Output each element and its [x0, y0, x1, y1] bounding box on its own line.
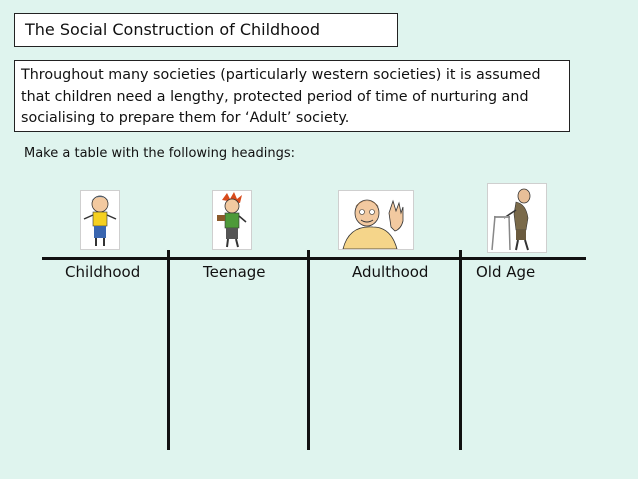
slide-title: The Social Construction of Childhood: [14, 13, 398, 47]
column-divider-3: [459, 250, 462, 450]
heading-childhood: Childhood: [65, 263, 141, 281]
table-header-line: [42, 257, 586, 260]
heading-teenage: Teenage: [203, 263, 266, 281]
child-image: [80, 190, 120, 250]
elderly-image: [487, 183, 547, 253]
column-divider-2: [307, 250, 310, 450]
heading-adulthood: Adulthood: [352, 263, 429, 281]
instruction-text: Make a table with the following headings:: [24, 146, 296, 161]
column-divider-1: [167, 250, 170, 450]
adult-image: [338, 190, 414, 250]
teenager-image: [212, 190, 252, 250]
intro-text: Throughout many societies (particularly western societies) it is assumed that children need a lengthy, protected period of time of nurturing and socialising to prepare them for ‘Adult’ society.: [14, 60, 570, 132]
heading-old-age: Old Age: [476, 263, 536, 281]
